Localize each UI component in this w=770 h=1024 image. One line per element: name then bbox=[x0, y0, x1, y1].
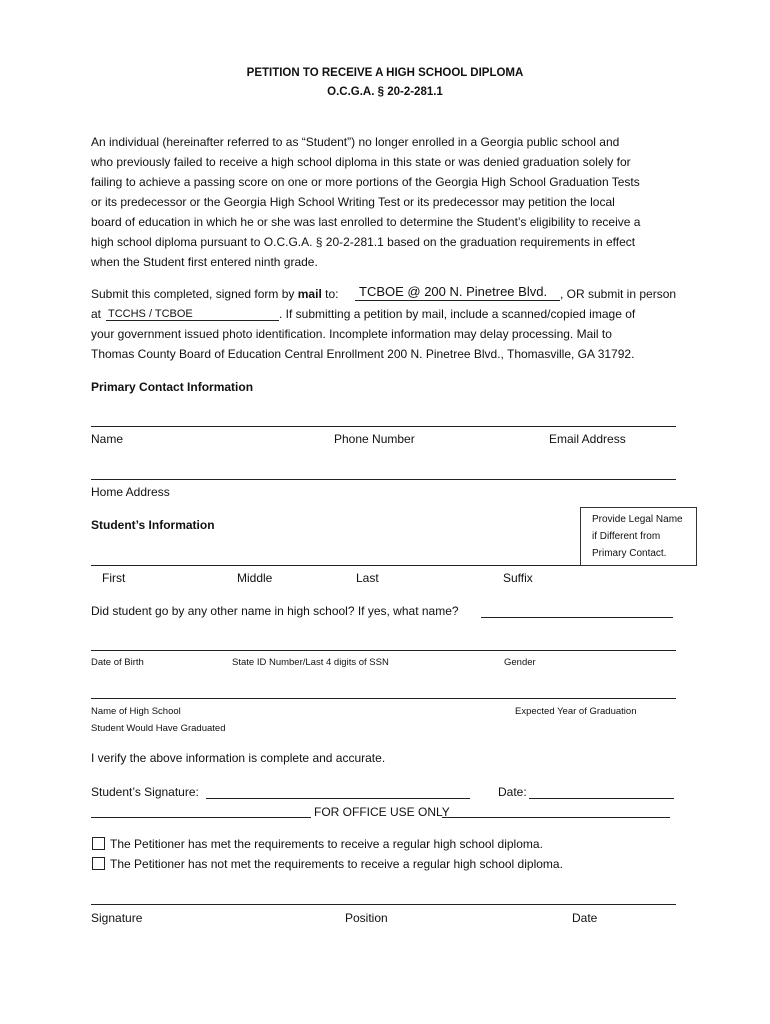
intro-line: board of education in which he or she was last enrolled to determine the Student’s eligibility to receive a bbox=[91, 215, 641, 229]
mail-word: mail bbox=[297, 287, 322, 301]
intro-paragraph bbox=[91, 132, 691, 272]
submit-line-3: your government issued photo identification. Incomplete information may delay processing. Mail to bbox=[91, 327, 612, 341]
legal-name-note-box bbox=[580, 507, 697, 566]
other-name-field[interactable] bbox=[481, 617, 673, 618]
met-requirements-label: The Petitioner has met the requirements to receive a regular high school diploma. bbox=[110, 837, 543, 851]
signature-date-label: Date: bbox=[498, 785, 527, 799]
submit-person-field-line[interactable] bbox=[106, 320, 279, 321]
submit-or-person: , OR submit in person bbox=[560, 287, 677, 301]
expected-year-label: Expected Year of Graduation bbox=[515, 706, 637, 717]
student-signature-field[interactable] bbox=[206, 798, 470, 799]
verify-statement: I verify the above information is complete and accurate. bbox=[91, 751, 386, 765]
high-school-field[interactable] bbox=[91, 698, 676, 699]
high-school-label: Name of High School bbox=[91, 706, 181, 717]
signature-date-field[interactable] bbox=[529, 798, 674, 799]
mail-to-value[interactable]: TCBOE @ 200 N. Pinetree Blvd. bbox=[359, 284, 548, 299]
submit-line-1: Submit this completed, signed form by mail to: bbox=[91, 287, 339, 301]
dob-ssn-gender-field[interactable] bbox=[91, 650, 676, 651]
legal-name-note: Provide Legal Name bbox=[592, 514, 683, 525]
mail-to-field-line[interactable] bbox=[355, 300, 560, 301]
office-signature-label: Signature bbox=[91, 911, 143, 925]
office-use-label: FOR OFFICE USE ONLY bbox=[314, 805, 450, 819]
gender-label: Gender bbox=[504, 657, 536, 668]
form-subtitle: O.C.G.A. § 20-2-281.1 bbox=[327, 86, 443, 98]
submit-at: at bbox=[91, 307, 102, 321]
middle-name-label: Middle bbox=[237, 571, 273, 585]
submit-line-4: Thomas County Board of Education Central Enrollment 200 N. Pinetree Blvd., Thomasville, GA 31792. bbox=[91, 347, 635, 361]
student-info-heading: Student’s Information bbox=[91, 518, 215, 532]
intro-line: when the Student first entered ninth grade. bbox=[91, 255, 318, 269]
student-name-field[interactable] bbox=[91, 565, 580, 566]
office-rule-right bbox=[442, 817, 670, 818]
high-school-label-2: Student Would Have Graduated bbox=[91, 723, 226, 734]
not-met-requirements-label: The Petitioner has not met the requirements to receive a regular high school diploma. bbox=[110, 857, 563, 871]
office-rule-left bbox=[91, 817, 311, 818]
submit-person-value[interactable]: TCCHS / TCBOE bbox=[108, 308, 193, 320]
email-label: Email Address bbox=[549, 432, 626, 446]
intro-line: An individual (hereinafter referred to as “Student”) no longer enrolled in a Georgia public school and bbox=[91, 135, 620, 149]
student-signature-label: Student’s Signature: bbox=[91, 785, 199, 799]
last-name-label: Last bbox=[356, 571, 379, 585]
intro-line: who previously failed to receive a high school diploma in this state or was denied graduation solely for bbox=[91, 155, 631, 169]
phone-label: Phone Number bbox=[334, 432, 415, 446]
other-name-question: Did student go by any other name in high school? If yes, what name? bbox=[91, 604, 459, 618]
intro-line: high school diploma pursuant to O.C.G.A. § 20-2-281.1 based on the graduation requirements in effect bbox=[91, 235, 636, 249]
home-address-label: Home Address bbox=[91, 485, 170, 499]
office-signature-field[interactable] bbox=[91, 904, 676, 905]
legal-name-note: Primary Contact. bbox=[592, 548, 667, 559]
office-date-label: Date bbox=[572, 911, 598, 925]
dob-label: Date of Birth bbox=[91, 657, 144, 668]
intro-line: or its predecessor or the Georgia High School Writing Test or its predecessor may petition the local bbox=[91, 195, 615, 209]
intro-line: failing to achieve a passing score on one or more portions of the Georgia High School Graduation Tests bbox=[91, 175, 640, 189]
legal-name-note: if Different from bbox=[592, 531, 661, 542]
not-met-requirements-checkbox[interactable] bbox=[92, 857, 105, 870]
home-address-field[interactable] bbox=[91, 479, 676, 480]
suffix-label: Suffix bbox=[503, 571, 533, 585]
state-id-label: State ID Number/Last 4 digits of SSN bbox=[232, 657, 389, 668]
submit-mail-instructions: . If submitting a petition by mail, include a scanned/copied image of bbox=[279, 307, 636, 321]
primary-contact-heading: Primary Contact Information bbox=[91, 380, 254, 394]
name-label: Name bbox=[91, 432, 124, 446]
first-name-label: First bbox=[102, 571, 126, 585]
contact-name-phone-email-field[interactable] bbox=[91, 426, 676, 427]
met-requirements-checkbox[interactable] bbox=[92, 837, 105, 850]
form-title: PETITION TO RECEIVE A HIGH SCHOOL DIPLOMA bbox=[246, 67, 524, 79]
office-position-label: Position bbox=[345, 911, 388, 925]
